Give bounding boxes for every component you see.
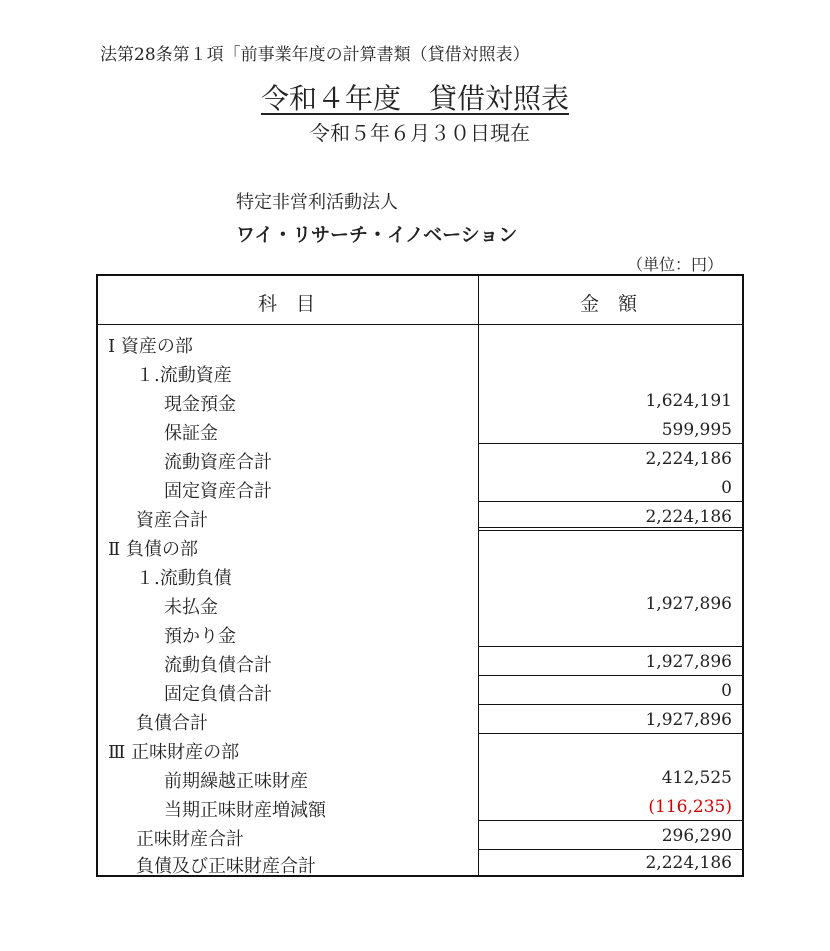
row-amount: 2,224,186 [645,449,732,469]
header-rule [98,324,742,325]
table-row [98,764,742,793]
subtotal-rule [479,704,742,705]
organization-name: ワイ・リサーチ・イノベーション [236,224,518,246]
unit-label: （単位：円） [627,255,724,274]
total-rule-lower [479,530,742,531]
row-amount: 296,290 [661,826,732,846]
row-amount: 599,995 [661,420,732,440]
table-row [98,793,742,822]
row-label: 現金預金 [164,394,236,415]
row-label: 預かり金 [164,626,236,647]
row-label: 保証金 [164,423,218,444]
row-label: Ⅱ 負債の部 [108,539,198,560]
row-label: １.流動負債 [136,568,232,589]
table-row [98,387,742,416]
table-row [98,735,742,764]
row-label: 流動資産合計 [164,452,272,473]
row-label: 流動負債合計 [164,655,272,676]
subtotal-rule [479,675,742,676]
row-label: １.流動資産 [136,365,232,386]
balance-sheet-table [96,274,744,877]
row-amount: 0 [721,478,732,498]
table-row [98,677,742,706]
row-label: 当期正味財産増減額 [164,800,326,821]
table-row [98,619,742,648]
row-label: 正味財産合計 [136,829,244,850]
row-label: 固定資産合計 [164,481,272,502]
table-row [98,532,742,561]
organization-type: 特定非営利活動法人 [236,192,398,213]
row-label: 固定負債合計 [164,684,272,705]
subtotal-rule [479,443,742,444]
row-label: 資産合計 [136,510,208,531]
total-rule-upper [479,527,742,528]
table-row [98,445,742,474]
row-amount: 412,525 [661,768,732,788]
row-amount: 1,927,896 [645,594,732,614]
row-label: 未払金 [164,597,218,618]
column-header-item: 科 目 [258,293,316,315]
table-row [98,849,742,878]
table-row [98,358,742,387]
column-header-amount: 金 額 [580,293,638,315]
table-row [98,822,742,851]
row-amount: 0 [721,681,732,701]
row-amount: 1,624,191 [645,391,732,411]
row-amount: 1,927,896 [645,652,732,672]
table-row [98,590,742,619]
table-row [98,416,742,445]
table-row [98,474,742,503]
row-label: Ⅲ 正味財産の部 [108,742,240,763]
row-label: Ⅰ 資産の部 [108,336,193,357]
table-row [98,648,742,677]
table-row [98,561,742,590]
row-label: 負債合計 [136,713,208,734]
row-label: 前期繰越正味財産 [164,771,308,792]
subtotal-rule [479,820,742,821]
subtotal-rule [479,733,742,734]
row-label: 負債及び正味財産合計 [136,856,316,877]
document-date: 令和５年６月３０日現在 [310,121,530,145]
table-row [98,706,742,735]
row-amount: 2,224,186 [645,507,732,527]
row-amount: 2,224,186 [645,853,732,873]
subtotal-rule [479,501,742,502]
row-amount: 1,927,896 [645,710,732,730]
row-amount-negative: (116,235) [648,797,732,817]
document-title-text: 令和４年度 貸借対照表 [260,82,569,115]
subtotal-rule [479,646,742,647]
table-row [98,329,742,358]
header-note: 法第28条第１項「前事業年度の計算書類（貸借対照表） [100,45,530,65]
document-title [0,77,830,117]
